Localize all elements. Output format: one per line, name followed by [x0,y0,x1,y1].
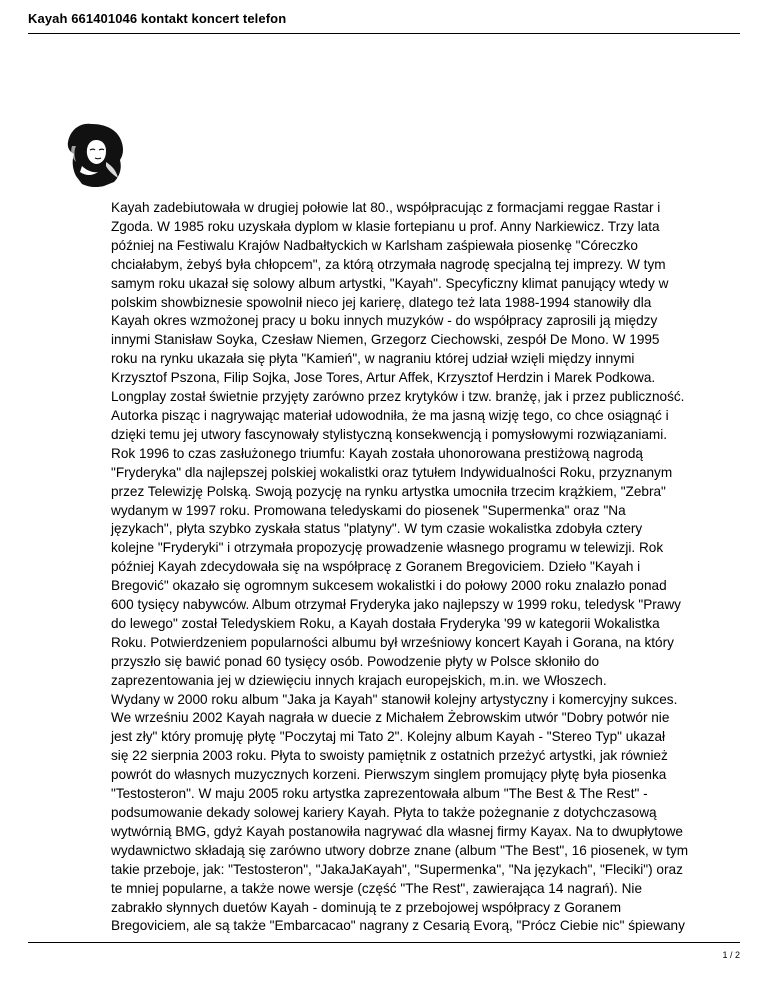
article-line: Wydany w 2000 roku album "Jaka ja Kayah" stanowił kolejny artystyczny i komercyjny sukces. [111,691,678,707]
article-line: wydawnictwo składają się zarówno utwory dobrze znane (album "The Best", 16 piosenek, w tym [111,842,689,858]
article-line: później Kayah zdecydowała się na współpracę z Goranem Bregoviciem. Dzieło "Kayah i [111,559,641,575]
article-line: wytwórnią BMG, gdyż Kayah postanowiła nagrywać dla własnej firmy Kayax. Na to dwupłytowe [111,823,683,839]
article-line: chciałabym, żebyś była chłopcem", za którą otrzymała nagrodę specjalną tej imprezy. W tym [111,256,666,272]
document-header-title: Kayah 661401046 kontakt koncert telefon [28,11,287,26]
article-line: przez Telewizję Polską. Swoją pozycję na rynku artystka umocniła trzecim krążkiem, "Zebra" [111,483,666,499]
article-line: Kayah okres wzmożonej pracy u boku innych muzyków - do współpracy zaprosili ją między [111,313,658,329]
article-line: Roku. Potwierdzeniem popularności albumu był wrześniowy koncert Kayah i Gorana, na który [111,634,674,650]
article-line: Krzysztof Pszona, Filip Sojka, Jose Tores, Artur Affek, Krzysztof Herdzin i Marek Podkowa. [111,370,656,386]
header-divider [28,33,740,34]
article-line: polskim showbiznesie spowolnił nieco jej karierę, dlatego też lata 1988-1994 stanowiły dla [111,294,652,310]
article-line: Rok 1996 to czas zasłużonego triumfu: Kayah została uhonorowana prestiżową nagrodą [111,445,643,461]
article-line: przyszło się bawić ponad 60 tysięcy osób. Powodzenie płyty w Polsce skłoniło do [111,653,600,669]
article-line: powrót do własnych muzycznych korzeni. Pierwszym singlem promujący płytę była piosenka [111,767,667,783]
article-line: zabrakło słynnych duetów Kayah - dominują te z przebojowej współpracy z Goranem [111,899,622,915]
article-line: Bregović" okazało się ogromnym sukcesem wokalistki i do połowy 2000 roku znalazło ponad [111,578,667,594]
article-line: podsumowanie dekady solowej kariery Kayah. Płyta to także pożegnanie z dotychczasową [111,805,657,820]
article-line: Zgoda. W 1985 roku uzyskała dyplom w klasie fortepianu u prof. Anny Narkiewicz. Trzy lata [111,218,660,234]
page-number: 1 / 2 [722,950,740,960]
article-line: 600 tysięcy nabywców. Album otrzymał Fryderyka jako najlepszy w 1999 roku, teledysk "Prawy [111,597,681,613]
article-body [111,199,711,936]
article-line: kolejne "Fryderyki" i otrzymała propozycję prowadzenie własnego programu w telewizji. Rok [111,540,664,556]
article-line: roku na rynku ukazała się płyta "Kamień", w nagraniu której udział wzięli między innymi [111,351,635,367]
article-line: później na Festiwalu Krajów Nadbałtyckich w Karlsham zaśpiewała piosenkę "Córeczko [111,237,638,253]
article-line: zaprezentowania jej w dziewięciu innych krajach europejskich, m.in. we Włoszech. [111,672,607,688]
article-line: te mniej popularne, a także nowe wersje (część "The Rest", zawierająca 14 nagrań). Nie [111,880,642,896]
artist-portrait-image [62,118,128,188]
article-line: Bregoviciem, ale są także "Embarcacao" nagrany z Cesarią Evorą, "Prócz Ciebie nic" śpiewany [111,918,685,934]
article-line: Longplay został świetnie przyjęty zarówno przez krytyków i tzw. branżę, jak i przez publiczność. [111,389,685,405]
article-line: "Testosteron". W maju 2005 roku artystka zaprezentowała album "The Best & The Rest" - [111,786,648,802]
article-line: We wrześniu 2002 Kayah nagrała w duecie z Michałem Żebrowskim utwór "Dobry potwór nie [111,710,670,726]
article-line: Kayah zadebiutowała w drugiej połowie lat 80., współpracując z formacjami reggae Rastar i [111,200,661,215]
article-line: "Fryderyka" dla najlepszej polskiej wokalistki oraz tytułem Indywidualności Roku, przyznanym [111,464,673,480]
article-line: innymi Stanisław Soyka, Czesław Niemen, Grzegorz Ciechowski, zespół De Mono. W 1995 [111,332,660,348]
article-line: jest zły" który promuję płytę "Poczytaj mi Tato 2". Kolejny album Kayah - "Stereo Typ" ukazał [111,729,666,745]
article-line: do lewego" został Teledyskiem Roku, a Kayah dostała Fryderyka '99 w kategorii Wokalistka [111,615,660,631]
footer-divider [28,942,740,943]
article-line: dzięki temu jej utwory fascynowały stylistyczną konsekwencją i pomysłowymi rozwiązaniami. [111,426,668,442]
article-line: takie przeboje, jak: "Testosteron", "JakaJaKayah", "Supermenka", "Na językach", "Fleciki") oraz [111,861,683,877]
article-line: Autorka pisząc i nagrywając materiał udowodniła, że ma jasną wizję tego, co chce osiągnąć i [111,407,669,423]
article-line: się 22 sierpnia 2003 roku. Płyta to swoisty pamiętnik z ostatnich przeżyć artystki, jak również [111,748,668,764]
article-line: wydanym w 1997 roku. Promowana teledyskami do piosenek "Supermenka" oraz "Na [111,502,626,518]
article-line: samym roku ukazał się solowy album artystki, "Kayah". Specyficzny klimat panujący wtedy w [111,275,669,291]
article-line: językach", płyta szybko zyskała status "platyny". W tym czasie wokalistka zdobyła cztery [111,521,643,537]
